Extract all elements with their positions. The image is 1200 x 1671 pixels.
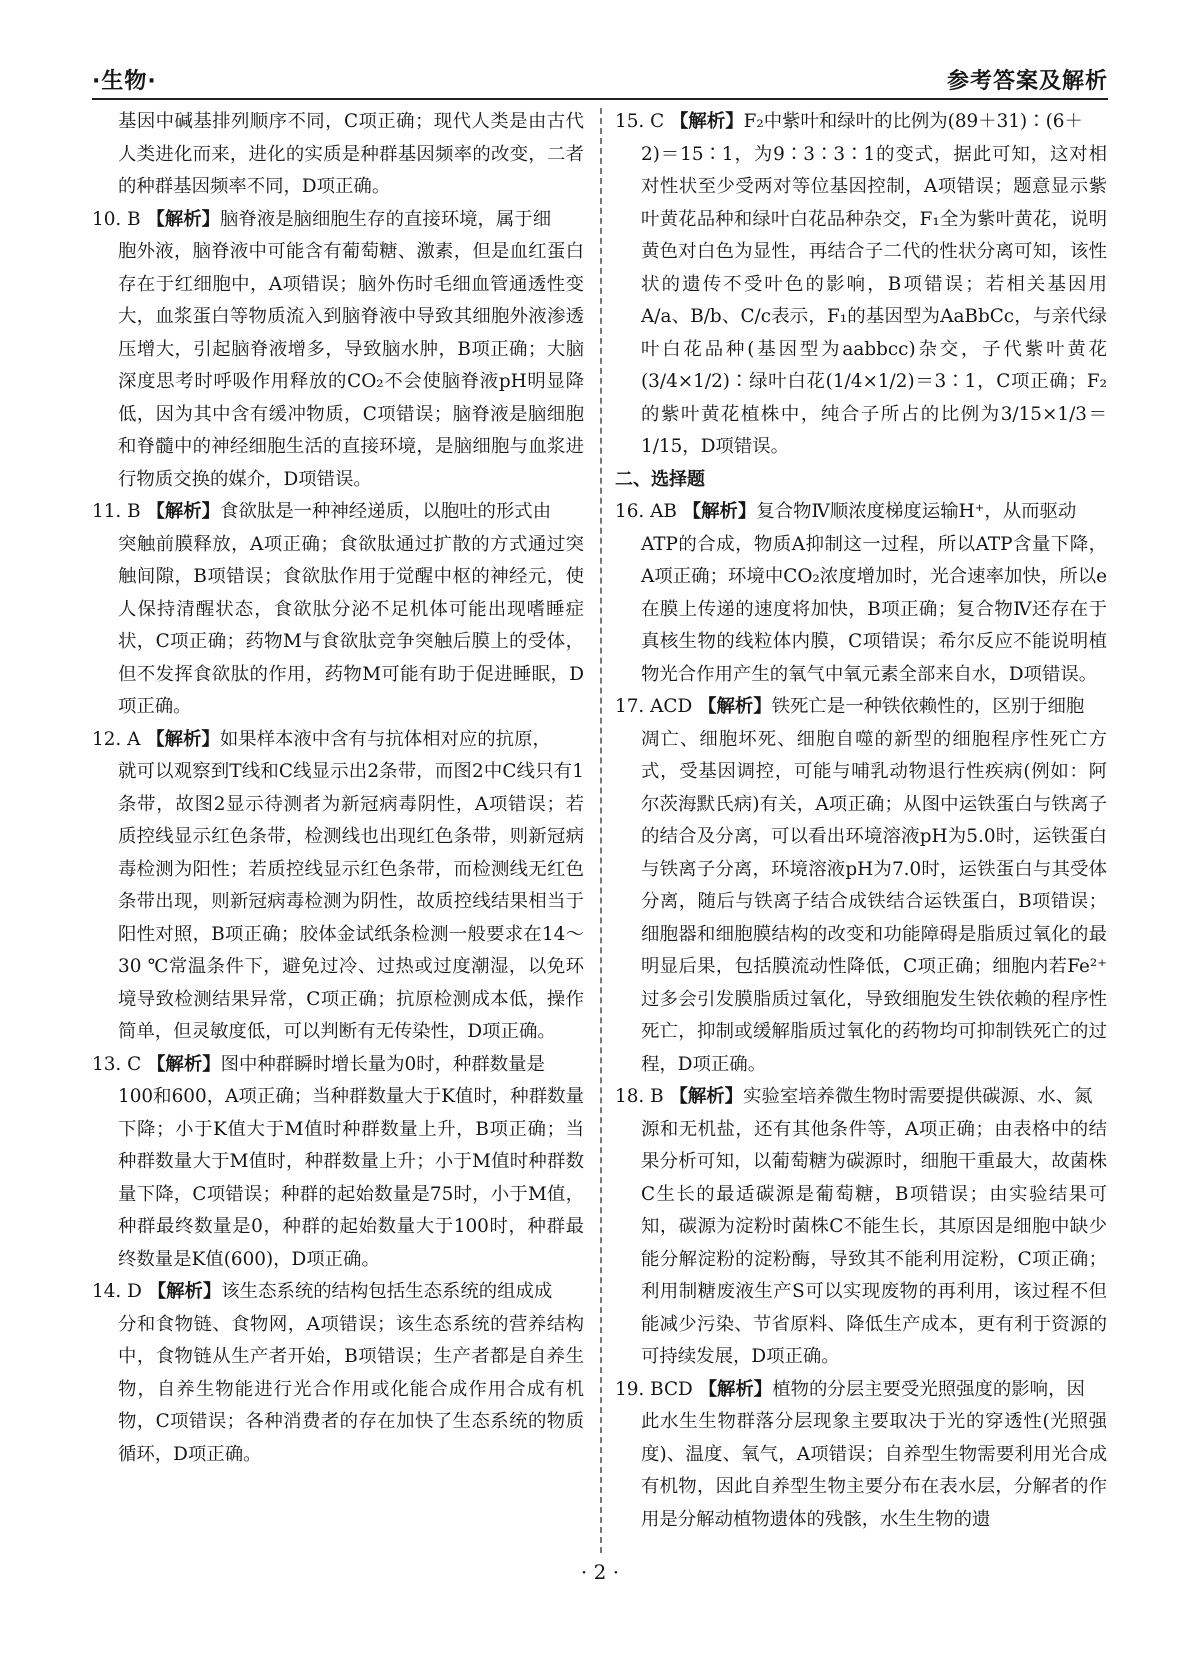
analysis-tag: 【解析】 bbox=[698, 1378, 773, 1400]
answer-first-text: 该生态系统的结构包括生态系统的组成成 bbox=[221, 1281, 553, 1302]
answer-first-text: 植物的分层主要受光照强度的影响，因 bbox=[772, 1378, 1085, 1400]
continued-paragraph bbox=[92, 106, 584, 204]
answer-number: 13. C bbox=[92, 1053, 142, 1075]
answer-item bbox=[92, 1049, 584, 1277]
answer-number: 10. B bbox=[92, 208, 141, 230]
answer-item bbox=[615, 496, 1107, 691]
section-title: 二、选择题 bbox=[615, 468, 705, 490]
answer-body: ATP的合成，物质A抑制这一过程，所以ATP含量下降，A项正确；环境中CO₂浓度增加时，光合速率加快，所以e在膜上传递的速度将加快，B项正确；复合物Ⅳ还存在于真核生物的线粒体内膜，C项错误；希尔反应不能说明植物光合作用产生的氧气中氧元素全部来自水，D项错误。 bbox=[641, 533, 1107, 685]
column-divider bbox=[600, 108, 602, 1553]
answer-body: 此水生生物群落分层现象主要取决于光的穿透性(光照强度)、温度、氧气，A项错误；自养型生物需要利用光合成有机物，因此自养型生物主要分布在表水层，分解者的作用是分解动植物遗体的残骸，水生生物的遗 bbox=[641, 1411, 1107, 1530]
answer-number: 19. BCD bbox=[615, 1378, 693, 1400]
answer-number: 18. B bbox=[615, 1086, 664, 1107]
analysis-tag: 【解析】 bbox=[698, 696, 772, 717]
answer-first-line bbox=[92, 204, 584, 237]
answer-body: 突触前膜释放，A项正确；食欲肽通过扩散的方式通过突触间隙，B项错误；食欲肽作用于觉醒中枢的神经元，使人保持清醒状态，食欲肽分泌不足机体可能出现嗜睡症状，C项正确；药物M与食欲肽竞争突触后膜上的受体，但不发挥食欲肽的作用，药物M可能有助于促进睡眠，D项正确。 bbox=[118, 533, 584, 717]
answer-first-line bbox=[92, 1276, 584, 1309]
answer-first-text: 食欲肽是一种神经递质，以胞吐的形式由 bbox=[220, 501, 552, 522]
page-header bbox=[92, 60, 1108, 100]
answer-first-text: 图中种群瞬时增长量为0时，种群数量是 bbox=[220, 1053, 545, 1075]
answer-body: 分和食物链、食物网，A项错误；该生态系统的营养结构中，食物链从生产者开始，B项错误；生产者都是自养生物，自养生物能进行光合作用或化能合成作用合成有机物，C项错误；各种消费者的存在加快了生态系统的物质循环，D项正确。 bbox=[118, 1313, 584, 1465]
answer-first-line bbox=[92, 496, 584, 529]
answer-body: 凋亡、细胞坏死、细胞自噬的新型的细胞程序性死亡方式，受基因调控，可能与哺乳动物退行性疾病(例如：阿尔茨海默氏病)有关，A项正确；从图中运铁蛋白与铁离子的结合及分离，可以看出环境溶液pH为5.0时，运铁蛋白与铁离子分离，环境溶液pH为7.0时，运铁蛋白与其受体分离，随后与铁离子结合成铁结合运铁蛋白，B项错误；细胞器和细胞膜结构的改变和功能障碍是脂质过氧化的最明显后果，包括膜流动性降低，C项正确；细胞内若Fe²⁺过多会引发膜脂质过氧化，导致细胞发生铁依赖的程序性死亡，抑制或缓解脂质过氧化的药物均可抑制铁死亡的过程，D项正确。 bbox=[641, 728, 1107, 1075]
answer-number: 17. ACD bbox=[615, 696, 693, 717]
analysis-tag: 【解析】 bbox=[670, 111, 744, 132]
analysis-tag: 【解析】 bbox=[669, 1086, 744, 1107]
answer-first-text: F₂中紫叶和绿叶的比例为(89＋31)∶(6＋ bbox=[743, 111, 1083, 132]
answer-number: 11. B bbox=[92, 501, 141, 522]
answer-item bbox=[615, 1374, 1107, 1537]
answer-first-line bbox=[615, 1081, 1107, 1114]
page-number: · 2 · bbox=[580, 1560, 620, 1584]
answer-first-line bbox=[92, 1049, 584, 1082]
answer-first-line bbox=[615, 106, 1107, 139]
answer-item bbox=[92, 496, 584, 724]
answer-body: 100和600，A项正确；当种群数量大于K值时，种群数量下降；小于K值大于M值时种群数量上升，B项正确；当种群数量大于M值时，种群数量上升；小于M值时种群数量下降，C项错误；种群的起始数量是75时，小于M值，种群最终数量是0，种群的起始数量大于100时，种群最终数量是K值(600)，D项正确。 bbox=[118, 1086, 584, 1270]
answer-body: 2)＝15∶1，为9∶3∶3∶1的变式，据此可知，这对相对性状至少受两对等位基因控制，A项错误；题意显示紫叶黄花品种和绿叶白花品种杂交，F₁全为紫叶黄花，说明黄色对白色为显性，再结合子二代的性状分离可知，该性状的遗传不受叶色的影响，B项错误；若相关基因用A/a、B/b、C/c表示，F₁的基因型为AaBbCc，与亲代绿叶白花品种(基因型为aabbcc)杂交，子代紫叶黄花(3/4×1/2)∶绿叶白花(1/4×1/2)＝3∶1，C项正确；F₂的紫叶黄花植株中，纯合子所占的比例为3/15×1/3＝1/15，D项错误。 bbox=[641, 143, 1107, 457]
answer-item bbox=[615, 106, 1107, 464]
answer-first-line bbox=[615, 496, 1107, 529]
subject-label: ·生物· bbox=[92, 68, 157, 94]
answer-first-text: 复合物Ⅳ顺浓度梯度运输H⁺，从而驱动 bbox=[756, 501, 1077, 522]
analysis-tag: 【解析】 bbox=[147, 1053, 221, 1075]
analysis-tag: 【解析】 bbox=[146, 501, 221, 522]
answer-first-line bbox=[92, 724, 584, 757]
answer-item bbox=[615, 1081, 1107, 1374]
continued-text: 基因中碱基排列顺序不同，C项正确；现代人类是由古代人类进化而来，进化的实质是种群基因频率的改变，二者的种群基因频率不同，D项正确。 bbox=[118, 111, 584, 197]
section-label: 参考答案及解析 bbox=[946, 68, 1108, 94]
answer-number: 14. D bbox=[92, 1281, 142, 1302]
right-column bbox=[615, 106, 1107, 1536]
answer-first-text: 实验室培养微生物时需要提供碳源、水、氮 bbox=[743, 1086, 1093, 1107]
answer-first-line bbox=[615, 1374, 1107, 1407]
left-column bbox=[92, 106, 584, 1471]
analysis-tag: 【解析】 bbox=[146, 208, 221, 230]
answer-first-text: 脑脊液是脑细胞生存的直接环境，属于细 bbox=[220, 208, 552, 230]
analysis-tag: 【解析】 bbox=[682, 501, 757, 522]
answer-item bbox=[92, 204, 584, 497]
answer-body: 就可以观察到T线和C线显示出2条带，而图2中C线只有1条带，故图2显示待测者为新冠病毒阴性，A项错误；若质控线显示红色条带，检测线也出现红色条带，则新冠病毒检测为阳性；若质控线显示红色条带，而检测线无红色条带出现，则新冠病毒检测为阴性，故质控线结果相当于阳性对照，B项正确；胶体金试纸条检测一般要求在14～30 ℃常温条件下，避免过冷、过热或过度潮湿，以免环境导致检测结果异常，C项正确；抗原检测成本低，操作简单，但灵敏度低，可以判断有无传染性，D项正确。 bbox=[118, 761, 584, 1042]
answer-number: 12. A bbox=[92, 728, 141, 750]
answer-first-text: 铁死亡是一种铁依赖性的，区别于细胞 bbox=[771, 696, 1085, 717]
analysis-tag: 【解析】 bbox=[147, 1281, 222, 1302]
answer-number: 15. C bbox=[615, 111, 665, 132]
answer-number: 16. AB bbox=[615, 501, 677, 522]
answer-body: 胞外液，脑脊液中可能含有葡萄糖、激素，但是血红蛋白存在于红细胞中，A项错误；脑外伤时毛细血管通透性变大，血浆蛋白等物质流入到脑脊液中导致其细胞外液渗透压增大，引起脑脊液增多，导致脑水肿，B项正确；大脑深度思考时呼吸作用释放的CO₂不会使脑脊液pH明显降低，因为其中含有缓冲物质，C项错误；脑脊液是脑细胞和脊髓中的神经细胞生活的直接环境，是脑细胞与血浆进行物质交换的媒介，D项错误。 bbox=[118, 241, 584, 490]
answer-body: 源和无机盐，还有其他条件等，A项正确；由表格中的结果分析可知，以葡萄糖为碳源时，细胞干重最大，故菌株C生长的最适碳源是葡萄糖，B项错误；由实验结果可知，碳源为淀粉时菌株C不能生长，其原因是细胞中缺少能分解淀粉的淀粉酶，导致其不能利用淀粉，C项正确；利用制糖废液生产S可以实现废物的再利用，该过程不但能减少污染、节省原料、降低生产成本，更有利于资源的可持续发展，D项正确。 bbox=[641, 1118, 1107, 1367]
answer-item bbox=[92, 724, 584, 1049]
answer-first-text: 如果样本液中含有与抗体相对应的抗原， bbox=[219, 728, 551, 750]
answer-item bbox=[92, 1276, 584, 1471]
answer-first-line bbox=[615, 691, 1107, 724]
answer-item bbox=[615, 691, 1107, 1081]
analysis-tag: 【解析】 bbox=[146, 728, 220, 750]
